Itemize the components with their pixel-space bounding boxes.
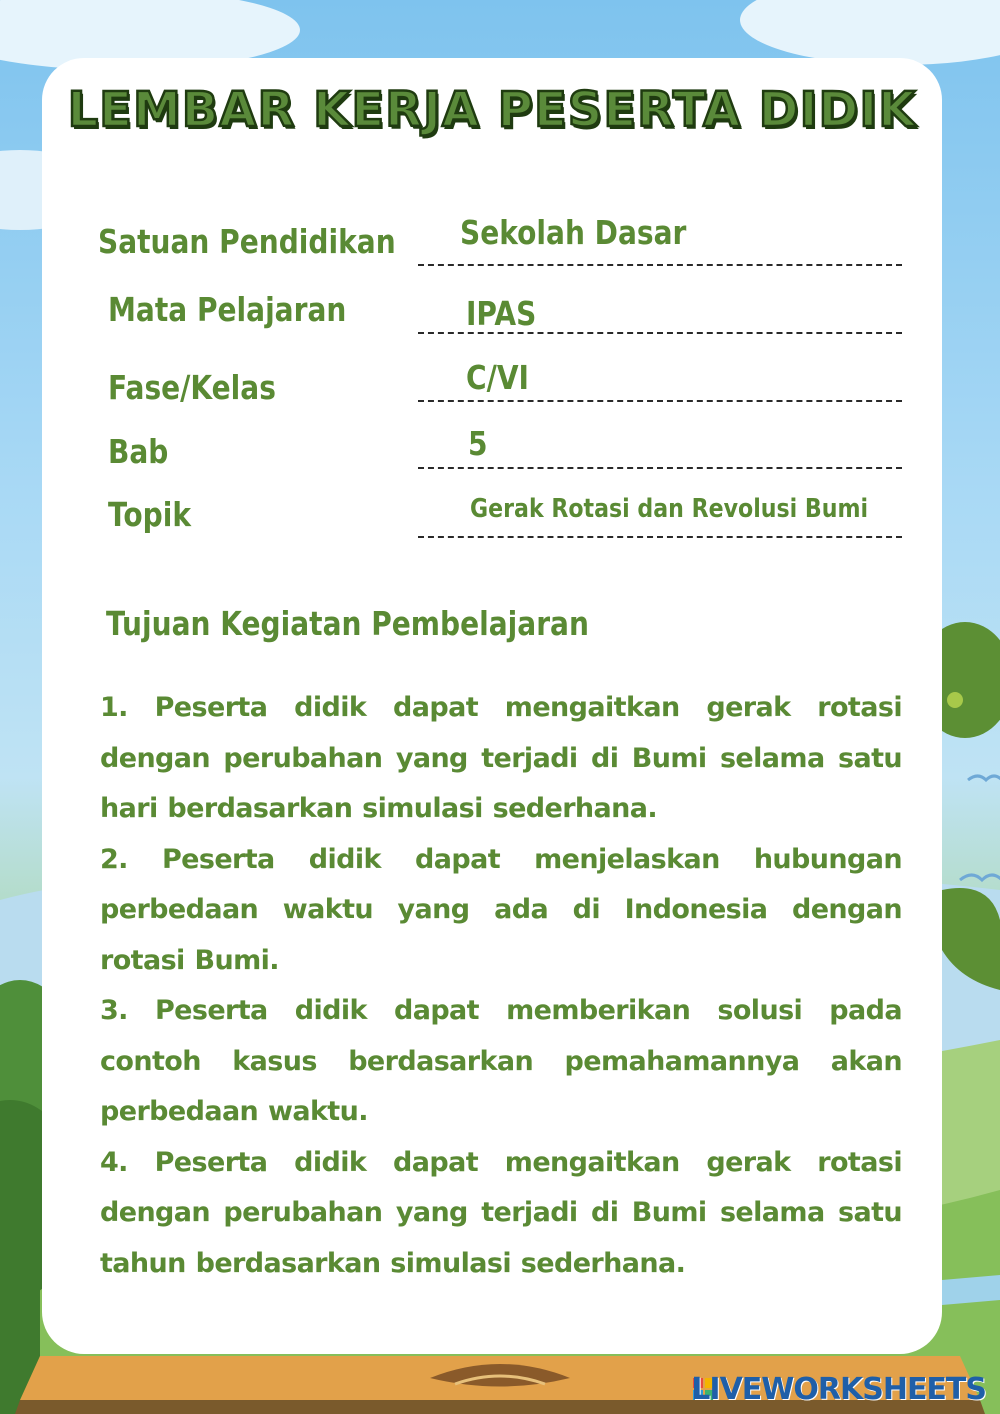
field-value-satuan-pendidikan: Sekolah Dasar	[460, 213, 687, 252]
field-underline	[418, 536, 902, 538]
objective-item: 3. Peserta didik dapat memberikan solusi pada contoh kasus berdasarkan pemahamannya akan perbedaan waktu.	[100, 995, 902, 1127]
field-label-topik: Topik	[108, 495, 192, 534]
field-underline	[418, 264, 902, 266]
field-value-mata-pelajaran: IPAS	[466, 294, 537, 333]
field-underline	[418, 332, 902, 334]
field-value-fase-kelas: C/VI	[466, 358, 529, 397]
objective-item: 2. Peserta didik dapat menjelaskan hubungan perbedaan waktu yang ada di Indonesia dengan rotasi Bumi.	[100, 843, 902, 976]
field-label-mata-pelajaran: Mata Pelajaran	[108, 290, 347, 329]
field-value-bab: 5	[468, 424, 488, 463]
field-underline	[418, 400, 902, 402]
field-underline	[418, 467, 902, 469]
field-label-fase-kelas: Fase/Kelas	[108, 368, 276, 407]
field-label-bab: Bab	[108, 432, 169, 471]
objective-item: 1. Peserta didik dapat mengaitkan gerak rotasi dengan perubahan yang terjadi di Bumi selama satu hari berdasarkan simulasi sederhana.	[100, 692, 902, 824]
liveworksheets-watermark[interactable]: LIVEWORKSHEETS	[691, 1372, 986, 1407]
objective-item: 4. Peserta didik dapat mengaitkan gerak rotasi dengan perubahan yang terjadi di Bumi selama satu tahun berdasarkan simulasi sederhana.	[100, 1146, 902, 1279]
field-value-topik: Gerak Rotasi dan Revolusi Bumi	[470, 494, 869, 524]
field-label-satuan-pendidikan: Satuan Pendidikan	[98, 222, 396, 261]
objectives-list	[100, 683, 902, 1289]
objectives-heading: Tujuan Kegiatan Pembelajaran	[106, 604, 589, 643]
page-title: LEMBAR KERJA PESERTA DIDIK	[67, 82, 917, 138]
